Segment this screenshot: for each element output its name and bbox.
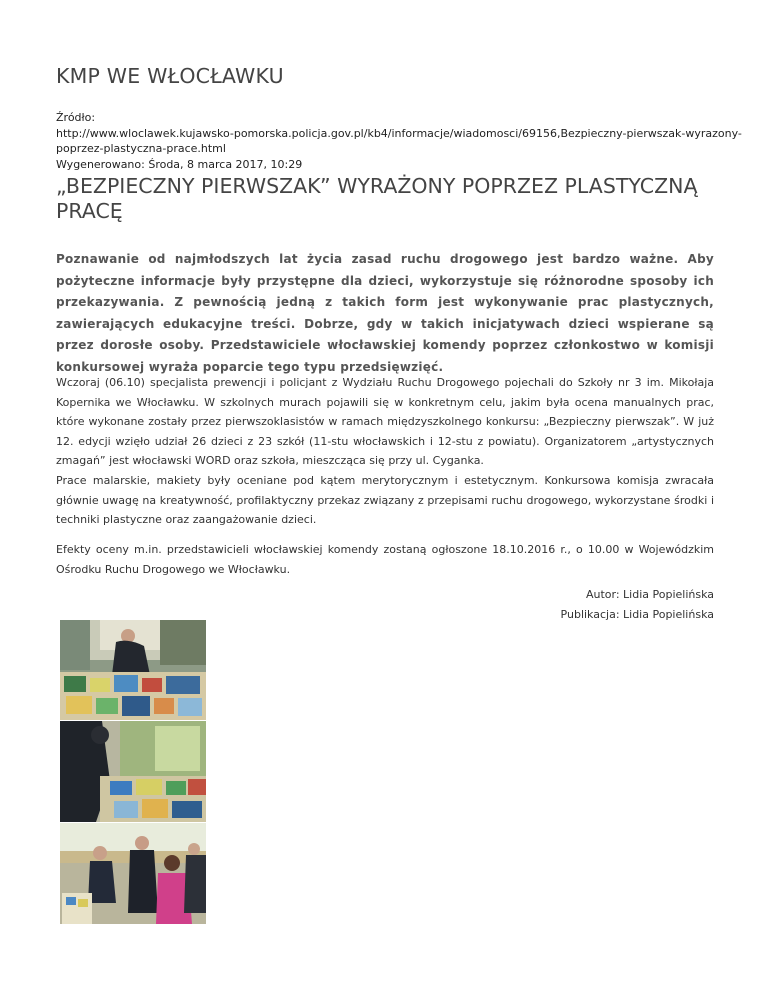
publication-line: Publikacja: Lidia Popielińska	[560, 607, 714, 621]
source-label: Źródło:	[56, 111, 96, 124]
site-title: KMP WE WŁOCŁAWKU	[56, 64, 284, 88]
source-url-line-1[interactable]: http://www.wloclawek.kujawsko-pomorska.policja.gov.pl/kb4/informacje/wiadomosci/69156,Bezpieczny-pierwszak-wyrazony-	[56, 126, 742, 140]
photo-committee-in-classroom[interactable]	[60, 823, 206, 924]
article-paragraph: Wczoraj (06.10) specjalista prewencji i policjant z Wydziału Ruchu Drogowego pojechali do Szkoły nr 3 im. Mikołaja Kopernika we Włocławku. W szkolnych murach pojawili się w konkretnym celu, jakim była ocena manualnych prac, które wykonane zostały przez pierwszoklasistów w ramach międzyszkolnego konkursu: „Bezpieczny pierwszak”. W już 12. edycji wzięło udział 26 dzieci z 23 szkół (11-stu włocławskich i 12-stu z powiatu). Organizatorem „artystycznych zmagań” jest włocławski WORD oraz szkoła, mieszcząca się przy ul. Cyganka.	[56, 376, 714, 467]
article-lead: Poznawanie od najmłodszych lat życia zasad ruchu drogowego jest bardzo ważne. Aby pożyteczne informacje były przystępne dla dzieci, wykorzystuje się różnorodne sposoby ich przekazywania. Z pewnością jedną z takich form jest wykonywanie prac plastycznych, zawierających edukacyjne treści. Dobrze, gdy w takich inicjatywach dzieci wspierane są przez dorosłe osoby. Przedstawiciele włocławskiej komendy poprzez członkostwo w komisji konkursowej wyraża poparcie tego typu przedsięwzięć.	[56, 252, 714, 374]
photo-judging-artwork-table[interactable]	[60, 620, 206, 720]
source-url-line-2[interactable]: poprzez-plastyczna-prace.html	[56, 142, 226, 155]
article-title: „BEZPIECZNY PIERWSZAK” WYRAŻONY POPRZEZ PLASTYCZNĄ PRACĘ	[56, 174, 698, 223]
generated-date: Wygenerowano: Środa, 8 marca 2017, 10:29	[56, 157, 303, 171]
author-block	[561, 585, 714, 624]
photo-officer-viewing-artworks[interactable]	[60, 721, 206, 822]
author-line: Autor: Lidia Popielińska	[585, 588, 714, 601]
source-meta	[56, 110, 742, 172]
article-paragraph: Prace malarskie, makiety były oceniane pod kątem merytorycznym i estetycznym. Konkursowa komisja zwracała głównie uwagę na kreatywność, profilaktyczny przekaz związany z przepisami ruchu drogowego, wykorzystane środki i techniki plastyczne oraz zaangażowanie dzieci.	[56, 474, 714, 526]
article-paragraph: Efekty oceny m.in. przedstawicieli włocławskiej komendy zostaną ogłoszone 18.10.2016 r., o 10.00 w Wojewódzkim Ośrodku Ruchu Drogowego we Włocławku.	[56, 543, 714, 576]
